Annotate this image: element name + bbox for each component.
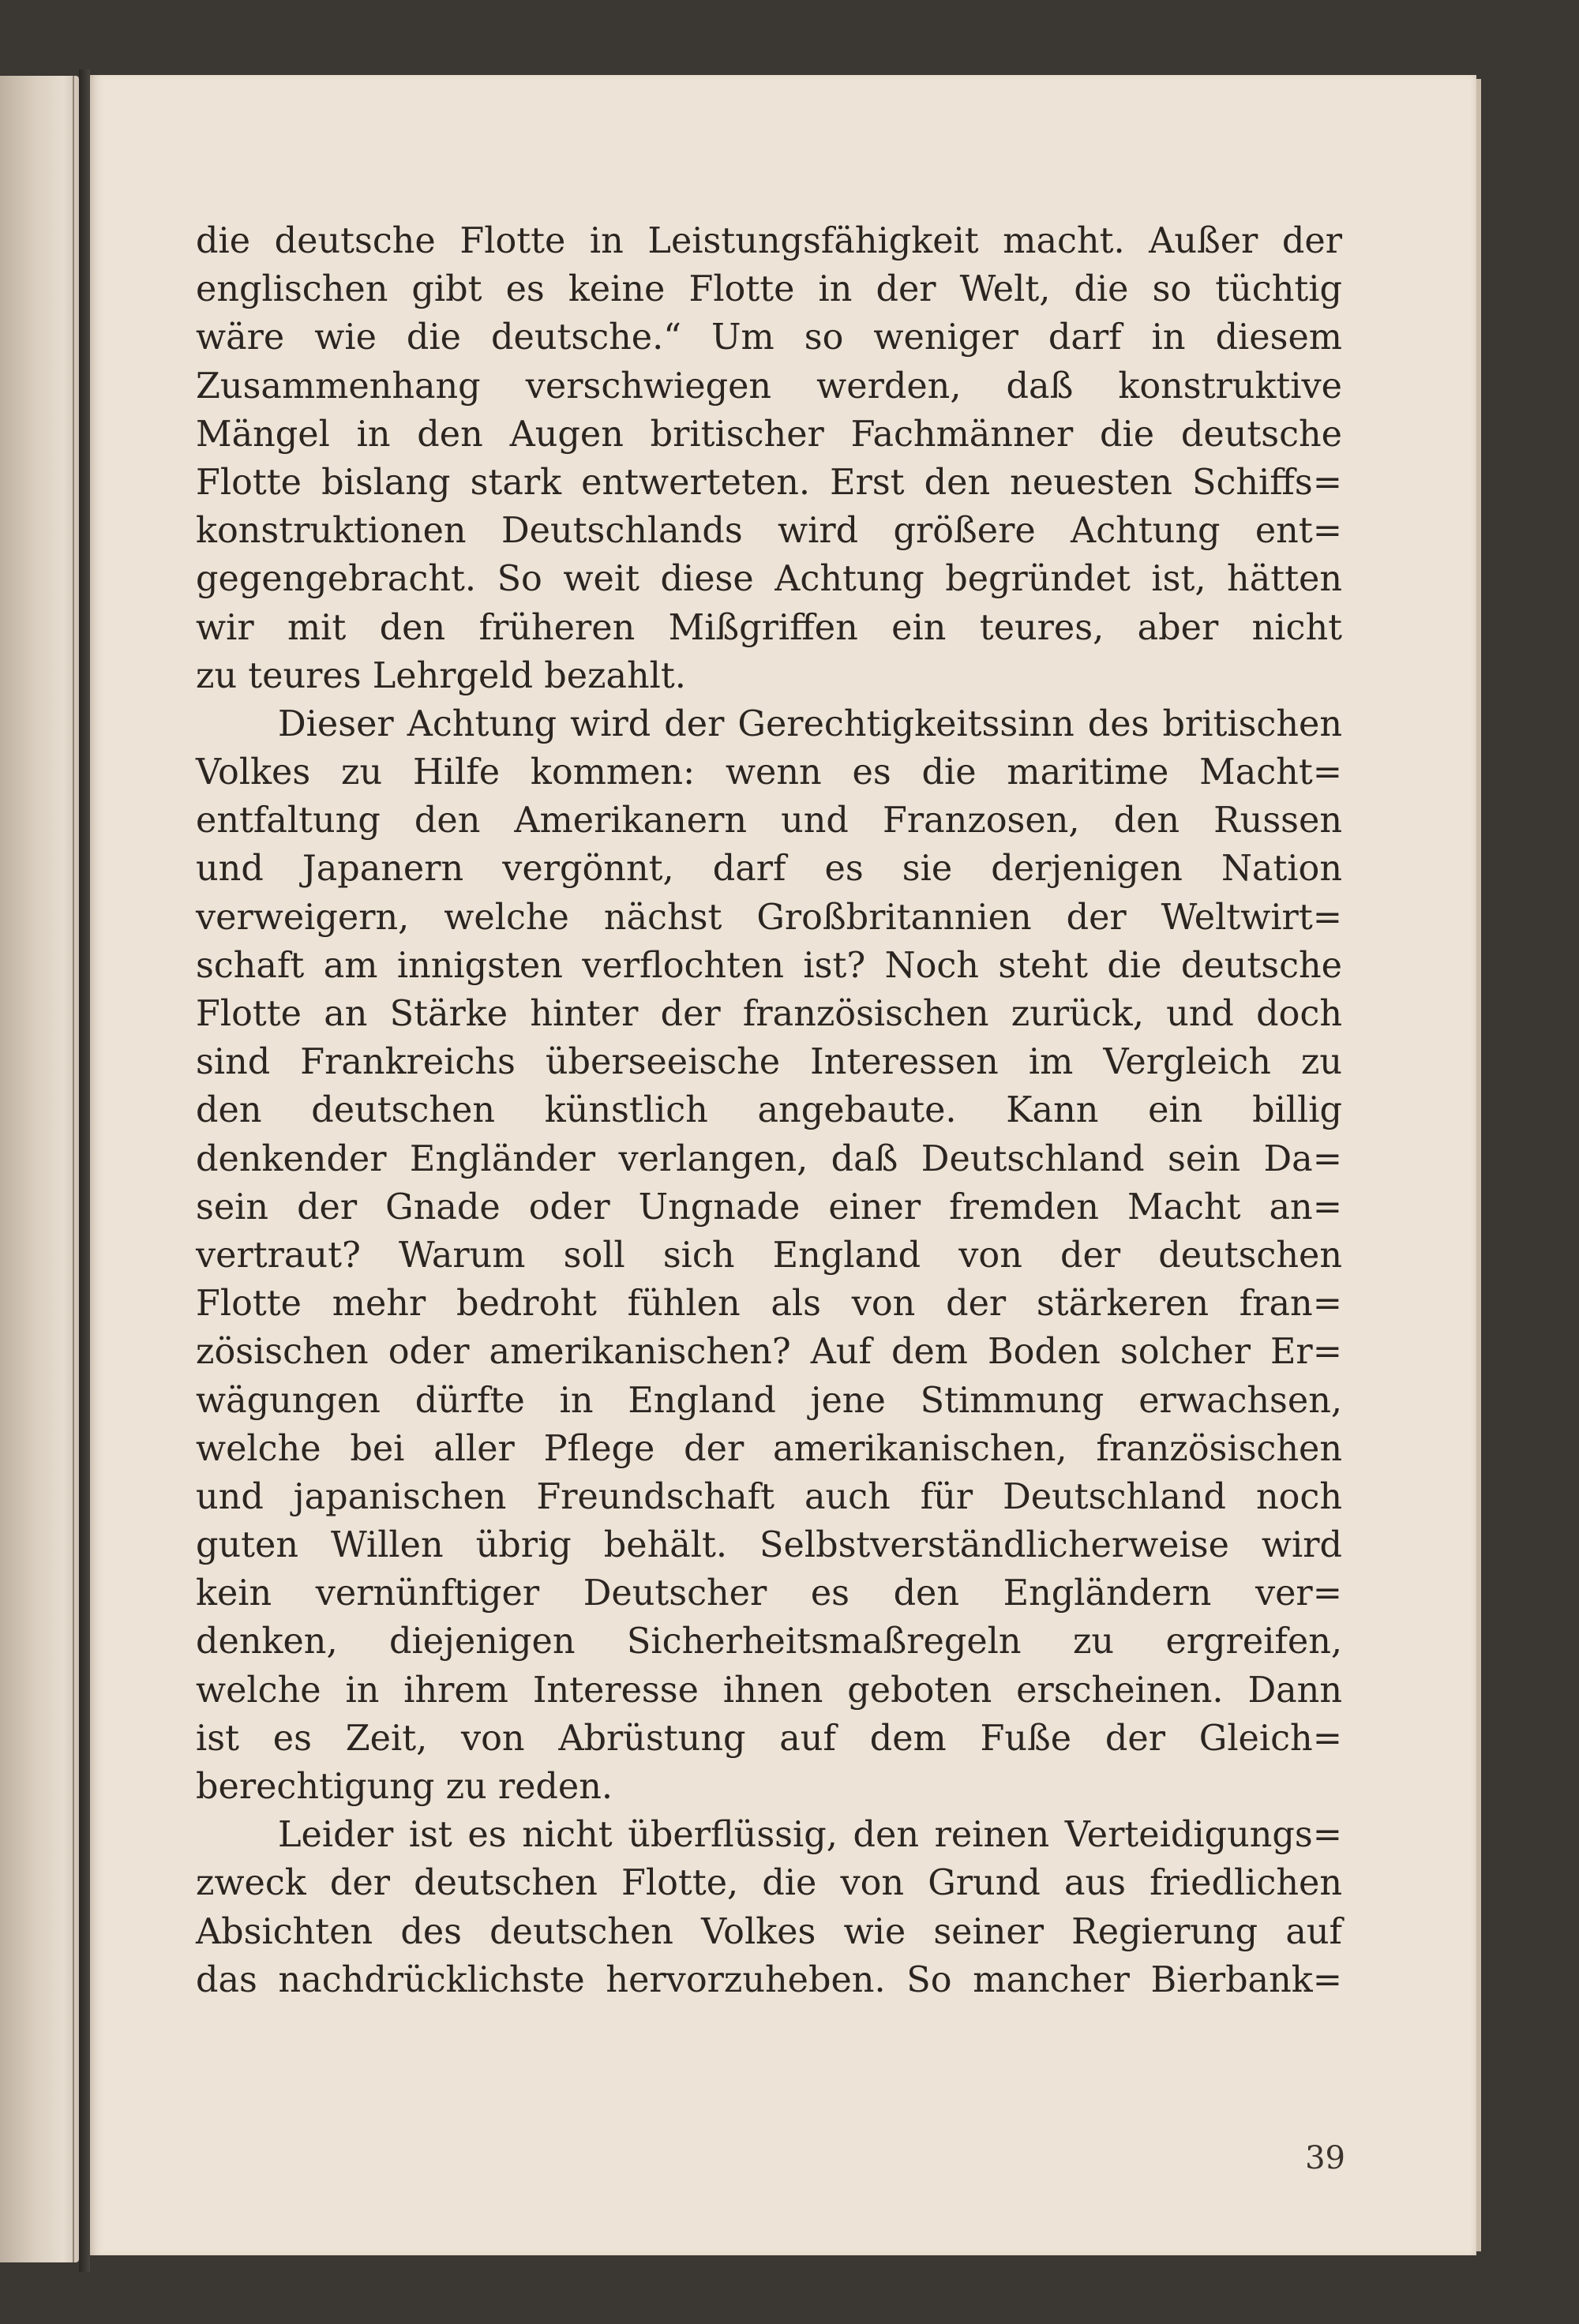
paragraph-2 bbox=[196, 700, 1342, 1811]
text-line: kein vernünftiger Deutscher es den Engländern ver= bbox=[196, 1573, 1342, 1614]
text-line: das nachdrücklichste hervorzuheben. So mancher Bierbank= bbox=[196, 1959, 1342, 2000]
page-text bbox=[196, 217, 1342, 2004]
text-line: wägungen dürfte in England jene Stimmung erwachsen, bbox=[196, 1380, 1342, 1421]
text-line: welche bei aller Pflege der amerikanischen, französischen bbox=[196, 1428, 1342, 1469]
text-line: denkender Engländer verlangen, daß Deutschland sein Da= bbox=[196, 1138, 1342, 1179]
text-line: Dieser Achtung wird der Gerechtigkeitssinn des britischen bbox=[278, 703, 1342, 744]
text-line: die deutsche Flotte in Leistungsfähigkeit macht. Außer der bbox=[196, 221, 1342, 261]
book-page bbox=[90, 75, 1476, 2255]
text-line: Mängel in den Augen britischer Fachmänner die deutsche bbox=[196, 414, 1342, 455]
page-stack-edge bbox=[1476, 79, 1481, 2251]
text-line: berechtigung zu reden. bbox=[196, 1767, 613, 1807]
text-line: sind Frankreichs überseeische Interessen im Vergleich zu bbox=[196, 1042, 1342, 1083]
facing-page-edge bbox=[0, 76, 79, 2262]
text-line: englischen gibt es keine Flotte in der Welt, die so tüchtig bbox=[196, 269, 1342, 310]
text-line: Flotte bislang stark entwerteten. Erst den neuesten Schiffs= bbox=[196, 462, 1342, 503]
paragraph-3 bbox=[196, 1811, 1342, 2004]
text-line: zu teures Lehrgeld bezahlt. bbox=[196, 655, 686, 696]
book-gutter bbox=[79, 69, 90, 2272]
page-number: 39 bbox=[1305, 2140, 1345, 2176]
text-line: ist es Zeit, von Abrüstung auf dem Fuße der Gleich= bbox=[196, 1718, 1342, 1759]
text-line: zösischen oder amerikanischen? Auf dem Boden solcher Er= bbox=[196, 1332, 1342, 1373]
text-line: welche in ihrem Interesse ihnen geboten erscheinen. Dann bbox=[196, 1670, 1342, 1711]
text-line: Leider ist es nicht überflüssig, den reinen Verteidigungs= bbox=[278, 1815, 1342, 1856]
text-line: wäre wie die deutsche.“ Um so weniger darf in diesem bbox=[196, 317, 1342, 358]
text-line: verweigern, welche nächst Großbritannien der Weltwirt= bbox=[196, 897, 1342, 938]
text-line: Flotte an Stärke hinter der französischen zurück, und doch bbox=[196, 994, 1342, 1034]
text-line: vertraut? Warum soll sich England von der deutschen bbox=[196, 1235, 1342, 1276]
text-line: und japanischen Freundschaft auch für Deutschland noch bbox=[196, 1476, 1342, 1517]
text-line: wir mit den früheren Mißgriffen ein teures, aber nicht bbox=[196, 607, 1342, 648]
text-line: denken, diejenigen Sicherheitsmaßregeln zu ergreifen, bbox=[196, 1621, 1342, 1662]
text-line: zweck der deutschen Flotte, die von Grund aus friedlichen bbox=[196, 1863, 1342, 1904]
text-line: Volkes zu Hilfe kommen: wenn es die maritime Macht= bbox=[196, 752, 1342, 793]
text-line: Flotte mehr bedroht fühlen als von der stärkeren fran= bbox=[196, 1284, 1342, 1325]
text-line: den deutschen künstlich angebaute. Kann ein billig bbox=[196, 1090, 1342, 1131]
text-line: konstruktionen Deutschlands wird größere Achtung ent= bbox=[196, 511, 1342, 552]
text-line: sein der Gnade oder Ungnade einer fremden Macht an= bbox=[196, 1186, 1342, 1228]
text-line: und Japanern vergönnt, darf es sie derjenigen Nation bbox=[196, 849, 1342, 890]
facing-page-border bbox=[73, 76, 74, 2262]
text-line: gegengebracht. So weit diese Achtung begründet ist, hätten bbox=[196, 559, 1342, 600]
text-line: Absichten des deutschen Volkes wie seiner Regierung auf bbox=[196, 1911, 1342, 1952]
text-line: Zusammenhang verschwiegen werden, daß konstruktive bbox=[196, 365, 1342, 407]
text-line: guten Willen übrig behält. Selbstverständlicherweise wird bbox=[196, 1525, 1342, 1566]
paragraph-1 bbox=[196, 217, 1342, 700]
text-line: entfaltung den Amerikanern und Franzosen, den Russen bbox=[196, 800, 1342, 842]
text-line: schaft am innigsten verflochten ist? Noch steht die deutsche bbox=[196, 945, 1342, 986]
